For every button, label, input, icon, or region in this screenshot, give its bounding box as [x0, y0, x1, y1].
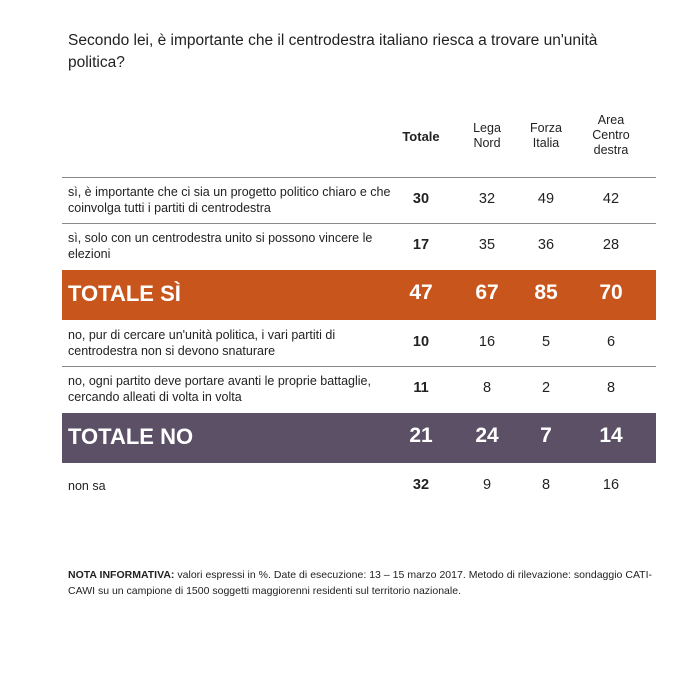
- table-row: [62, 464, 656, 509]
- band-label: TOTALE NO: [68, 424, 194, 449]
- band-value: 85: [534, 281, 558, 304]
- survey-question: Secondo lei, è importante che il centrodestra italiano riesca a trovare un'unità politica?: [68, 32, 598, 71]
- row-value: 28: [602, 237, 620, 253]
- row-label: sì, solo con un centrodestra unito si possono vincere le elezioni: [68, 231, 373, 261]
- row-value: 16: [602, 477, 620, 493]
- row-value: 2: [541, 380, 551, 396]
- total-si-band: [62, 270, 656, 320]
- row-value: 49: [537, 191, 555, 207]
- row-label: no, pur di cercare un'unità politica, i vari partiti di centrodestra non si devono snaturare: [68, 328, 336, 358]
- note-text: valori espressi in %. Date di esecuzione: 13 – 15 marzo 2017. Metodo di rilevazione: sondaggio CATI-CAWI su un campione di 1500 soggetti maggiorenni residenti sul territorio nazionale.: [68, 569, 653, 597]
- band-value: 24: [475, 424, 499, 447]
- informative-note: [68, 567, 652, 599]
- row-label: non sa: [68, 479, 106, 493]
- band-value: 14: [599, 424, 623, 447]
- row-value: 32: [412, 477, 430, 493]
- row-value: 32: [478, 191, 496, 207]
- band-value: 21: [409, 424, 433, 447]
- table-row: [62, 178, 656, 223]
- row-label: sì, è importante che ci sia un progetto politico chiaro e che coinvolga tutti i partiti di centrodestra: [68, 185, 391, 215]
- row-value: 17: [412, 237, 430, 253]
- column-header-area-centro-destra: Area Centro destra: [592, 113, 630, 157]
- row-value: 5: [541, 334, 551, 350]
- row-value: 36: [537, 237, 555, 253]
- band-value: 47: [409, 281, 433, 304]
- band-value: 7: [540, 424, 552, 447]
- column-header-totale: Totale: [402, 129, 440, 144]
- row-value: 16: [478, 334, 496, 350]
- column-header-forza-italia: Forza Italia: [530, 121, 562, 150]
- band-label: TOTALE SÌ: [68, 281, 181, 306]
- table-row: [62, 321, 656, 366]
- row-label: no, ogni partito deve portare avanti le proprie battaglie, cercando alleati di volta in volta: [68, 374, 371, 404]
- row-value: 30: [412, 191, 430, 207]
- total-no-band: [62, 413, 656, 463]
- row-value: 8: [606, 380, 616, 396]
- row-value: 8: [482, 380, 492, 396]
- band-value: 70: [599, 281, 623, 304]
- row-value: 10: [412, 334, 430, 350]
- band-value: 67: [475, 281, 499, 304]
- column-header-lega-nord: Lega Nord: [473, 121, 501, 150]
- row-value: 35: [478, 237, 496, 253]
- row-value: 42: [602, 191, 620, 207]
- table-row: [62, 224, 656, 269]
- row-value: 9: [482, 477, 492, 493]
- note-heading: NOTA INFORMATIVA:: [68, 569, 175, 581]
- table-row: [62, 367, 656, 412]
- row-value: 6: [606, 334, 616, 350]
- row-value: 8: [541, 477, 551, 493]
- row-value: 11: [413, 380, 429, 396]
